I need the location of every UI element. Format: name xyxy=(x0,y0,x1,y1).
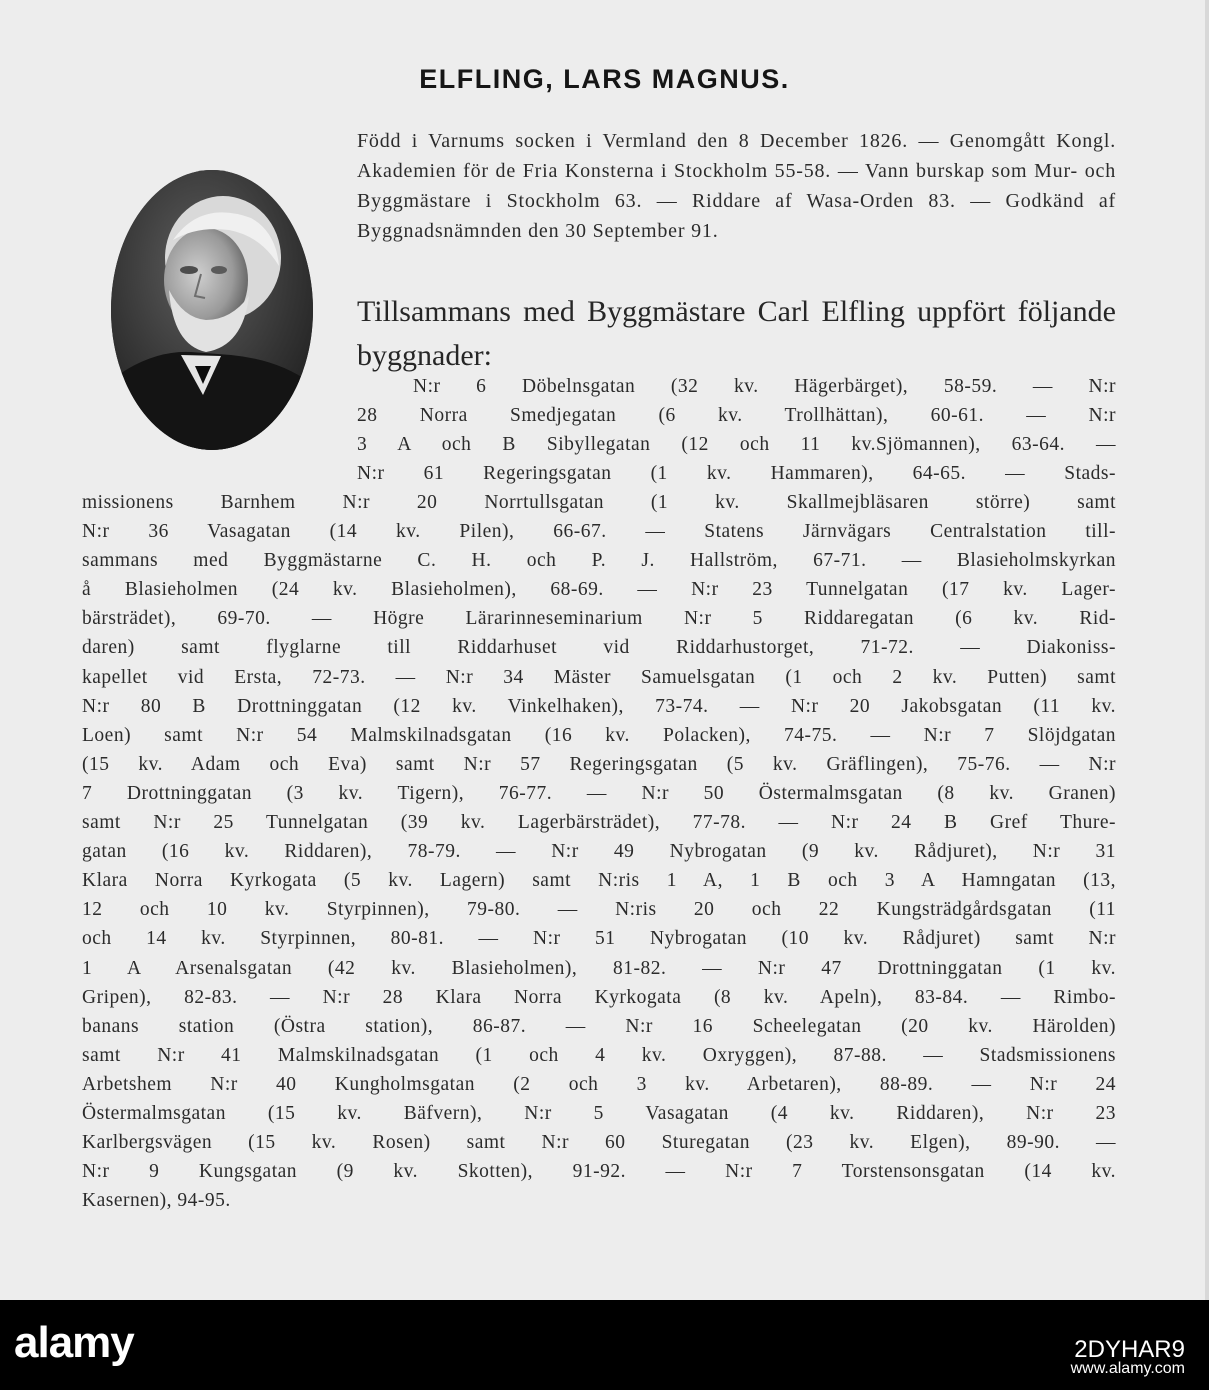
buildings-line: N:r 61 Regeringsgatan (1 kv. Hammaren), 64-65. — Stads- xyxy=(357,463,1116,485)
biography-intro: Född i Varnums socken i Vermland den 8 December 1826. — Genomgått Kongl. Akademien för de Fria Konsterna i Stockholm 55-58. — Vann burskap som Mur- och Byggmästare i Stockholm 63. — Riddare af Wasa-Orden 83. — Godkänd af Byggnadsnämnden den 30 September 91. xyxy=(357,130,1116,242)
buildings-line: Kasernen), 94-95. xyxy=(82,1190,231,1212)
buildings-line: Loen) samt N:r 54 Malmskilnadsgatan (16 kv. Polacken), 74-75. — N:r 7 Slöjdgatan xyxy=(82,724,1116,746)
buildings-line: N:r 80 B Drottninggatan (12 kv. Vinkelhaken), 73-74. — N:r 20 Jakobsgatan (11 kv. xyxy=(82,695,1116,717)
watermark-footer xyxy=(0,1300,1209,1390)
buildings-line: 28 Norra Smedjegatan (6 kv. Trollhättan), 60-61. — N:r xyxy=(357,405,1116,427)
buildings-line: sammans med Byggmästarne C. H. och P. J. Hallström, 67-71. — Blasieholmskyrkan xyxy=(82,550,1116,572)
buildings-line: 1 A Arsenalsgatan (42 kv. Blasieholmen), 81-82. — N:r 47 Drottninggatan (1 kv. xyxy=(82,957,1116,979)
buildings-line: N:r 6 Döbelnsgatan (32 kv. Hägerbärget), 58-59. — N:r xyxy=(413,376,1116,397)
buildings-line: kapellet vid Ersta, 72-73. — N:r 34 Mäster Samuelsgatan (1 och 2 kv. Putten) samt xyxy=(82,666,1116,688)
buildings-line: Gripen), 82-83. — N:r 28 Klara Norra Kyrkogata (8 kv. Apeln), 83-84. — Rimbo- xyxy=(82,986,1116,1008)
buildings-line: (15 kv. Adam och Eva) samt N:r 57 Regeringsgatan (5 kv. Gräflingen), 75-76. — N:r xyxy=(82,753,1116,775)
buildings-line: Klara Norra Kyrkogata (5 kv. Lagern) samt N:ris 1 A, 1 B och 3 A Hamngatan (13, xyxy=(82,870,1116,892)
buildings-heading: Tillsammans med Byggmästare Carl Elfling uppfört följande byggnader: xyxy=(357,295,1116,372)
buildings-line: och 14 kv. Styrpinnen, 80-81. — N:r 51 Nybrogatan (10 kv. Rådjuret) samt N:r xyxy=(82,928,1116,950)
buildings-line: N:r 36 Vasagatan (14 kv. Pilen), 66-67. — Statens Järnvägars Centralstation till- xyxy=(82,521,1116,543)
buildings-line: Karlbergsvägen (15 kv. Rosen) samt N:r 60 Sturegatan (23 kv. Elgen), 89-90. — xyxy=(82,1132,1116,1154)
page-title: ELFLING, LARS MAGNUS. xyxy=(419,64,790,94)
portrait-image xyxy=(111,170,313,450)
watermark-url: www.alamy.com xyxy=(1070,1360,1185,1377)
buildings-line: Arbetshem N:r 40 Kungholmsgatan (2 och 3 kv. Arbetaren), 88-89. — N:r 24 xyxy=(82,1073,1116,1095)
buildings-line: samt N:r 25 Tunnelgatan (39 kv. Lagerbärsträdet), 77-78. — N:r 24 B Gref Thure- xyxy=(82,812,1116,834)
buildings-line: å Blasieholmen (24 kv. Blasieholmen), 68-69. — N:r 23 Tunnelgatan (17 kv. Lager- xyxy=(82,579,1116,601)
buildings-line: 3 A och B Sibyllegatan (12 och 11 kv.Sjömannen), 63-64. — xyxy=(357,434,1116,456)
portrait-photo xyxy=(111,170,313,450)
buildings-line: banans station (Östra station), 86-87. — N:r 16 Scheelegatan (20 kv. Härolden) xyxy=(82,1015,1116,1037)
buildings-line: missionens Barnhem N:r 20 Norrtullsgatan (1 kv. Skallmejbläsaren större) samt xyxy=(82,492,1116,513)
buildings-line: gatan (16 kv. Riddaren), 78-79. — N:r 49 Nybrogatan (9 kv. Rådjuret), N:r 31 xyxy=(82,841,1116,863)
buildings-line: Östermalmsgatan (15 kv. Bäfvern), N:r 5 Vasagatan (4 kv. Riddaren), N:r 23 xyxy=(82,1102,1116,1124)
buildings-line: 12 och 10 kv. Styrpinnen), 79-80. — N:ris 20 och 22 Kungsträdgårdsgatan (11 xyxy=(82,899,1116,921)
buildings-list-main xyxy=(82,488,1116,1215)
buildings-list-top xyxy=(357,372,1116,488)
buildings-line: bärsträdet), 69-70. — Högre Lärarinneseminarium N:r 5 Riddaregatan (6 kv. Rid- xyxy=(82,608,1116,630)
buildings-line: 7 Drottninggatan (3 kv. Tigern), 76-77. — N:r 50 Östermalmsgatan (8 kv. Granen) xyxy=(82,782,1116,804)
alamy-logo: alamy xyxy=(14,1318,134,1367)
buildings-line: N:r 9 Kungsgatan (9 kv. Skotten), 91-92. — N:r 7 Torstensonsgatan (14 kv. xyxy=(82,1161,1116,1183)
image-id: 2DYHAR9 xyxy=(1074,1336,1185,1363)
buildings-line: daren) samt flyglarne till Riddarhuset vid Riddarhustorget, 71-72. — Diakoniss- xyxy=(82,637,1116,659)
buildings-line: samt N:r 41 Malmskilnadsgatan (1 och 4 kv. Oxryggen), 87-88. — Stadsmissionens xyxy=(82,1044,1116,1066)
